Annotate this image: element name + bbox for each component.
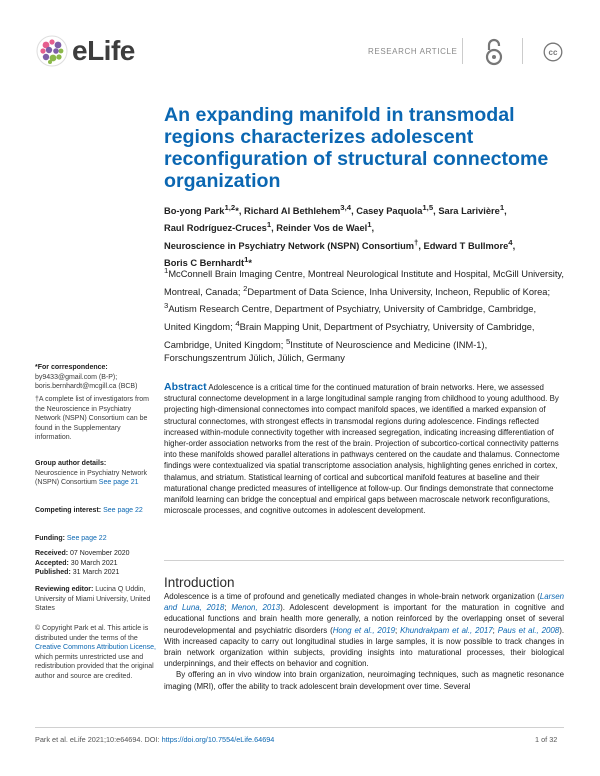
abstract-label: Abstract	[164, 381, 207, 393]
consortium-note: †A complete list of investigators from the Neuroscience in Psychiatry Network (NSPN) Consortium can be found in the Supplementary information.	[35, 396, 149, 441]
competing-interest-link[interactable]: See page 22	[103, 507, 143, 514]
reviewing-editor: Reviewing editor: Lucina Q Uddin, University of Miami University, United States	[35, 586, 151, 612]
open-access-icon[interactable]	[484, 38, 504, 66]
funding-link[interactable]: See page 22	[66, 535, 107, 542]
correspondence-email[interactable]: by9433@gmail.com (B-P);	[35, 373, 118, 381]
author-line: Boris C Bernhardt$^1$*	[164, 254, 253, 268]
footer-divider	[35, 727, 564, 728]
author-name[interactable]: Bo-yong Park	[164, 206, 225, 217]
funding: Funding: See page 22	[35, 535, 107, 542]
accepted-date: 30 March 2021	[70, 559, 118, 567]
doi-link[interactable]: https://doi.org/10.7554/eLife.64694	[161, 735, 275, 744]
citation-link[interactable]: Larsen and Luna, 2018	[164, 592, 564, 613]
competing-interest: Competing interest: See page 22	[35, 507, 143, 514]
correspondence-block	[35, 363, 157, 392]
cc-text: cc	[548, 48, 558, 57]
received-date: 07 November 2020	[70, 550, 130, 557]
abstract-divider	[164, 560, 564, 561]
citation-link[interactable]: Paus et al., 2008	[497, 625, 560, 635]
affiliations: $^1$McConnell Brain Imaging Centre, Montreal Neurological Institute and Hospital, McGill University, Montreal, Canada; $^2$Department of Data Science, Inha University, Incheon, Republic of Korea; $^3$Autism Research Centre, Department of Psychiatry, University of Cambridge, Cambridge, United Kingdom; $^4$Brain Mapping Unit, Department of Psychiatry, University of Cambridge, Cambridge, United Kingdom; $^5$Institute of Neuroscience and Medicine (INM-1), Forschungszentrum Jülich, Jülich, Germany	[164, 266, 564, 364]
elife-logo-text: eLife	[72, 35, 135, 66]
section-heading-introduction: Introduction	[164, 575, 235, 590]
abstract-text: Adolescence is a critical time for the continued maturation of brain networks. Here, we assessed structural connectome development in a large longitudinal sample ranging from childhood to young adulthood. By projecting high-dimensional connectomes into compact manifold spaces, we identified a marked expansion of structural connectomes, with strongest effects in transmodal regions during adolescence. Findings reflected increased within-module connectivity together with increased segregation, indicating increasing differentiation of higher-order association networks from the rest of the brain. Projection of subcortico-cortical connectivity patterns into these manifolds showed parallel alterations in pathways centered on the caudate and thalamus. Connectome findings were contextualized via spatial transcriptome association analysis, highlighting genes enriched in cortex, thalamus, and striatum. Statistical learning of cortical and subcortical manifold features at baseline and their maturational change predicted measures of intelligence at follow-up. Our findings demonstrate that connectome manifold learning can bridge the conceptual and empirical gaps between macroscale network reconfigurations, microscale processes, and cognitive outcomes in adolescent development.	[164, 383, 560, 516]
cc-license-icon[interactable]	[543, 42, 563, 62]
group-author-block: Group author details: Neuroscience in Psychiatry Network (NSPN) Consortium See page 21	[35, 459, 157, 488]
citation-link[interactable]: Khundrakpam et al., 2017	[400, 625, 493, 635]
article-type-label: RESEARCH ARTICLE	[368, 47, 458, 56]
header-divider	[522, 38, 523, 64]
introduction-body	[164, 591, 564, 692]
elife-logo-icon	[35, 34, 69, 68]
creative-commons-link[interactable]: Creative Commons Attribution License,	[35, 644, 156, 651]
group-author-label: Group author details:	[35, 460, 107, 467]
author-line: Raul Rodríguez-Cruces$^1$, Reinder Vos de Wael$^1$,	[164, 220, 375, 234]
article-title: An expanding manifold in transmodal regions characterizes adolescent reconfiguration of structural connectome organization	[164, 104, 549, 192]
elife-logo[interactable]	[35, 34, 135, 68]
article-dates: Received: 07 November 2020 Accepted: 30 March 2021 Published: 31 March 2021	[35, 550, 130, 577]
footer-citation: Park et al. eLife 2021;10:e64694. DOI: https://doi.org/10.7554/eLife.64694	[35, 735, 275, 744]
citation-link[interactable]: Hong et al., 2019	[332, 625, 395, 635]
header-divider	[462, 38, 463, 64]
page-number: 1 of 32	[535, 735, 558, 744]
copyright-notice: © Copyright Park et al. This article is distributed under the terms of the Creative Commons Attribution License, which permits unrestricted use and redistribution provided that the original author and source are credited.	[35, 625, 156, 680]
author-line: Bo-yong Park$^{1,2}$*, Richard AI Bethlehem$^{3,4}$, Casey Paquola$^{1,5}$, Sara Larivière$^1$,	[164, 203, 507, 217]
copyright-icon: ©	[35, 625, 41, 632]
correspondence-email[interactable]: boris.bernhardt@mcgill.ca (BCB)	[35, 383, 138, 390]
author-line: Neuroscience in Psychiatry Network (NSPN) Consortium†, Edward T Bullmore$^4$,	[164, 237, 516, 251]
paragraph: Adolescence is a time of profound and genetically mediated changes in whole-brain network organization (Larsen and Luna, 2018; Menon, 2013). Adolescent development is important for the maturation in cognitive and educational functions and brain health more generally, a notion reinforced by the overlapping onset of several neurodevelopmental and psychiatric disorders (Hong et al., 2019; Khundrakpam et al., 2017; Paus et al., 2008). With increased capacity to carry out longitudinal studies in large samples, it is now possible to track changes in brain network organization within subjects, providing insights into maturational processes, their biological underpinnings, and their effects on behavior and cognition.	[164, 592, 565, 669]
group-author-link[interactable]: See page 21	[98, 479, 139, 486]
abstract	[164, 382, 564, 516]
published-date: 31 March 2021	[72, 569, 120, 577]
correspondence-label: *For correspondence:	[35, 364, 108, 371]
author-list	[164, 201, 564, 270]
citation-link[interactable]: Menon, 2013	[231, 603, 281, 613]
paragraph: By offering an in vivo window into brain organization, neuroimaging techniques, such as magnetic resonance imaging (MRI), offer the ability to track adolescent brain development over time. Several	[164, 670, 564, 691]
